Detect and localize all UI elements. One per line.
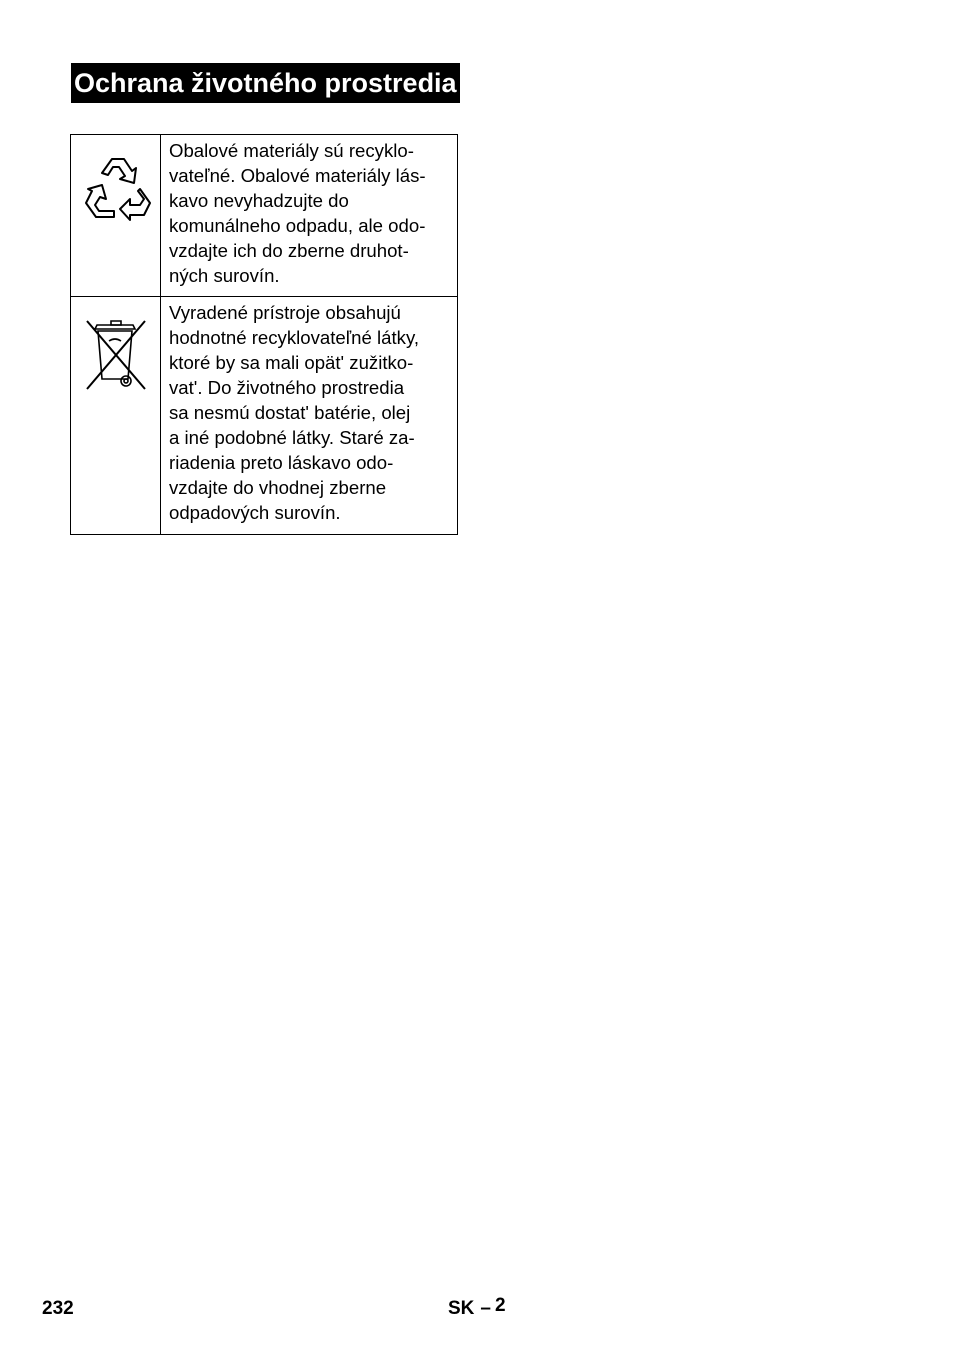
- crossed-out-wheelie-bin-icon: [83, 317, 149, 398]
- page-number: 232: [42, 1298, 74, 1319]
- page-title: Ochrana životného prostredia: [71, 63, 460, 103]
- old-appliance-disposal-text: Vyradené prístroje obsahujú hodnotné recyklovateľné látky, ktoré by sa mali opät' zužitko- vat'. Do životného prostredia sa nesmú dostat' batérie, olej a iné podobné látky. Staré za- riadenia preto láskavo odo- vzdajte do vhodnej zberne odpadových surovín.: [161, 297, 458, 535]
- separator: –: [480, 1298, 491, 1319]
- icon-cell: [71, 297, 161, 535]
- section-page-number: 2: [494, 1295, 506, 1316]
- section-page-label: [448, 1295, 506, 1320]
- environment-info-table: [70, 134, 458, 535]
- table-row: [71, 135, 458, 297]
- language-code: SK: [448, 1298, 475, 1319]
- packaging-recycling-text: Obalové materiály sú recyklo- vateľné. Obalové materiály lás- kavo nevyhadzujte do komunálneho odpadu, ale odo- vzdajte ich do zberne druhot- ných surovín.: [161, 135, 458, 297]
- table-row: [71, 297, 458, 535]
- icon-cell: [71, 135, 161, 297]
- recycle-icon: [78, 155, 154, 236]
